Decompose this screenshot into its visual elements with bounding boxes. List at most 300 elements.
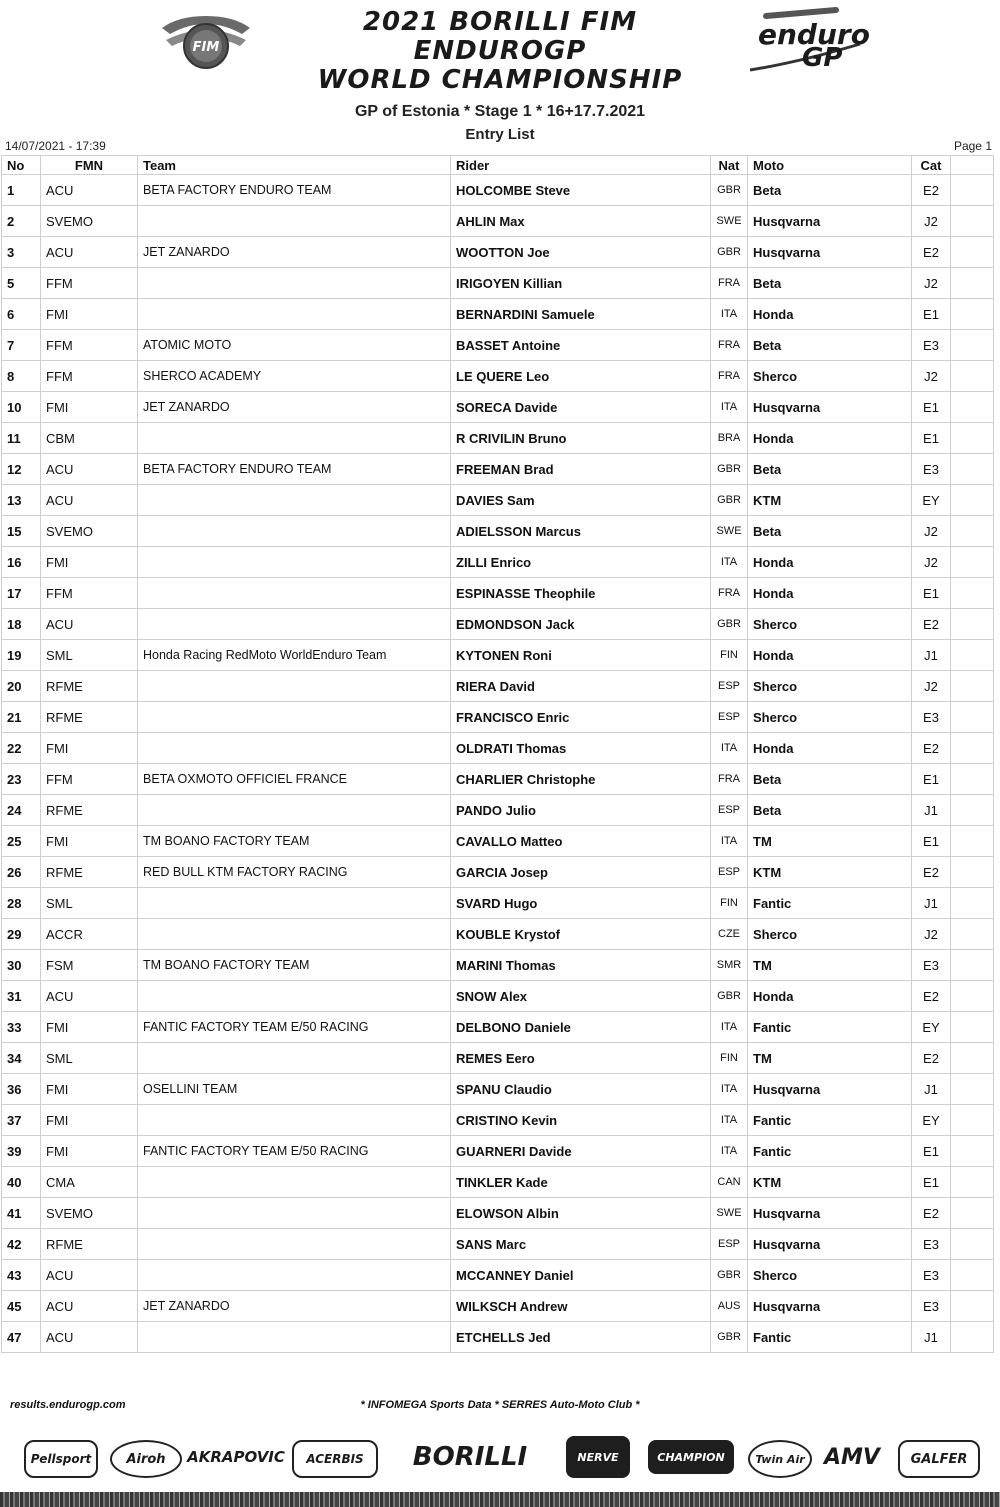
rider-number: 28 [2,888,41,919]
rider-fmn: RFME [41,671,138,702]
extra-cell [951,857,994,888]
rider-fmn: FMI [41,547,138,578]
rider-fmn: SVEMO [41,1198,138,1229]
rider-cat: J1 [912,888,951,919]
rider-moto: Honda [748,640,912,671]
rider-number: 16 [2,547,41,578]
sponsor-logo: Pellsport [24,1440,98,1478]
rider-number: 24 [2,795,41,826]
rider-nat: GBR [711,981,748,1012]
extra-cell [951,330,994,361]
rider-fmn: FMI [41,392,138,423]
rider-team [138,1260,451,1291]
rider-cat: J2 [912,919,951,950]
rider-number: 21 [2,702,41,733]
rider-cat: E2 [912,733,951,764]
rider-nat: ITA [711,547,748,578]
championship-title-line2: WORLD CHAMPIONSHIP [317,65,683,95]
rider-moto: Beta [748,268,912,299]
table-row [2,640,994,671]
extra-cell [951,578,994,609]
rider-moto: Husqvarna [748,237,912,268]
rider-nat: FRA [711,361,748,392]
rider-name: WOOTTON Joe [451,237,711,268]
rider-cat: J1 [912,1322,951,1353]
table-row [2,547,994,578]
rider-fmn: FSM [41,950,138,981]
rider-fmn: RFME [41,857,138,888]
bottom-decorative-band [0,1492,1000,1507]
rider-cat: E1 [912,826,951,857]
rider-team [138,1167,451,1198]
rider-team: FANTIC FACTORY TEAM E/50 RACING [138,1012,451,1043]
rider-name: FRANCISCO Enric [451,702,711,733]
rider-fmn: ACU [41,981,138,1012]
rider-number: 5 [2,268,41,299]
rider-nat: GBR [711,175,748,206]
rider-team [138,485,451,516]
rider-fmn: FMI [41,299,138,330]
rider-team [138,733,451,764]
rider-team [138,423,451,454]
sponsor-logo: BORILLI [412,1442,528,1472]
sponsor-logo: AMV [824,1444,880,1470]
extra-cell [951,547,994,578]
rider-name: ESPINASSE Theophile [451,578,711,609]
extra-cell [951,423,994,454]
rider-cat: E3 [912,950,951,981]
table-row [2,1198,994,1229]
rider-cat: J2 [912,516,951,547]
rider-fmn: ACU [41,237,138,268]
rider-name: RIERA David [451,671,711,702]
table-row [2,1012,994,1043]
rider-moto: Fantic [748,1136,912,1167]
rider-fmn: ACU [41,609,138,640]
rider-cat: E2 [912,1198,951,1229]
rider-cat: J1 [912,1074,951,1105]
rider-nat: FIN [711,1043,748,1074]
rider-name: SANS Marc [451,1229,711,1260]
rider-team: OSELLINI TEAM [138,1074,451,1105]
col-nat: Nat [711,156,748,175]
rider-nat: ITA [711,733,748,764]
extra-cell [951,919,994,950]
sponsor-logo: Twin Air [748,1440,812,1478]
table-row [2,764,994,795]
extra-cell [951,609,994,640]
rider-cat: EY [912,485,951,516]
rider-moto: TM [748,1043,912,1074]
rider-name: BASSET Antoine [451,330,711,361]
rider-name: REMES Eero [451,1043,711,1074]
endurogp-logo [740,4,870,78]
rider-team: RED BULL KTM FACTORY RACING [138,857,451,888]
rider-cat: J2 [912,361,951,392]
rider-cat: E2 [912,237,951,268]
sponsor-logo: ACERBIS [292,1440,378,1478]
rider-fmn: ACU [41,1291,138,1322]
rider-cat: E3 [912,454,951,485]
rider-moto: Sherco [748,919,912,950]
rider-name: ZILLI Enrico [451,547,711,578]
endurogp-logo-line2: GP [802,43,843,73]
rider-moto: Honda [748,578,912,609]
rider-number: 3 [2,237,41,268]
rider-team: SHERCO ACADEMY [138,361,451,392]
table-row [2,237,994,268]
rider-moto: TM [748,950,912,981]
extra-cell [951,795,994,826]
table-row [2,733,994,764]
extra-cell [951,516,994,547]
extra-cell [951,702,994,733]
rider-moto: Honda [748,547,912,578]
rider-name: KOUBLE Krystof [451,919,711,950]
rider-fmn: ACU [41,1260,138,1291]
extra-cell [951,392,994,423]
rider-moto: Husqvarna [748,392,912,423]
rider-moto: Husqvarna [748,1291,912,1322]
rider-name: LE QUERE Leo [451,361,711,392]
table-row [2,516,994,547]
rider-cat: J1 [912,640,951,671]
rider-name: CAVALLO Matteo [451,826,711,857]
table-row [2,950,994,981]
rider-cat: E3 [912,330,951,361]
entry-list-table [1,155,994,1353]
rider-team: TM BOANO FACTORY TEAM [138,826,451,857]
table-row [2,1291,994,1322]
rider-moto: Sherco [748,702,912,733]
rider-nat: SWE [711,516,748,547]
rider-fmn: CMA [41,1167,138,1198]
page-number: Page 1 [953,139,992,153]
rider-team: BETA FACTORY ENDURO TEAM [138,175,451,206]
rider-number: 40 [2,1167,41,1198]
rider-fmn: SVEMO [41,516,138,547]
rider-name: PANDO Julio [451,795,711,826]
rider-nat: FRA [711,330,748,361]
rider-fmn: FFM [41,361,138,392]
rider-number: 11 [2,423,41,454]
rider-nat: ESP [711,857,748,888]
rider-team [138,1105,451,1136]
table-row [2,1167,994,1198]
rider-name: GUARNERI Davide [451,1136,711,1167]
table-row [2,268,994,299]
rider-fmn: ACCR [41,919,138,950]
rider-nat: SMR [711,950,748,981]
rider-fmn: SML [41,640,138,671]
table-row [2,1322,994,1353]
rider-team [138,702,451,733]
rider-fmn: FMI [41,1105,138,1136]
extra-cell [951,1198,994,1229]
sponsor-logo: GALFER [898,1440,980,1478]
rider-number: 23 [2,764,41,795]
extra-cell [951,268,994,299]
rider-number: 6 [2,299,41,330]
col-cat: Cat [912,156,951,175]
rider-nat: GBR [711,485,748,516]
rider-name: GARCIA Josep [451,857,711,888]
rider-name: AHLIN Max [451,206,711,237]
rider-cat: E2 [912,981,951,1012]
rider-moto: Husqvarna [748,1074,912,1105]
rider-number: 31 [2,981,41,1012]
rider-moto: Honda [748,981,912,1012]
rider-cat: J1 [912,795,951,826]
rider-number: 1 [2,175,41,206]
extra-cell [951,826,994,857]
extra-cell [951,1291,994,1322]
rider-cat: J2 [912,547,951,578]
extra-cell [951,1229,994,1260]
rider-team: FANTIC FACTORY TEAM E/50 RACING [138,1136,451,1167]
rider-team [138,578,451,609]
table-row [2,330,994,361]
rider-nat: GBR [711,609,748,640]
rider-fmn: FMI [41,1074,138,1105]
rider-cat: E1 [912,299,951,330]
championship-title [290,8,710,95]
rider-team [138,547,451,578]
rider-moto: Beta [748,330,912,361]
rider-cat: E2 [912,175,951,206]
rider-nat: FRA [711,268,748,299]
rider-moto: Beta [748,454,912,485]
extra-cell [951,671,994,702]
rider-nat: ITA [711,1074,748,1105]
table-row [2,1074,994,1105]
rider-team [138,1198,451,1229]
rider-nat: FIN [711,888,748,919]
rider-nat: GBR [711,1260,748,1291]
table-row [2,454,994,485]
col-fmn: FMN [41,156,138,175]
extra-cell [951,454,994,485]
sponsor-bar [20,1430,985,1490]
rider-name: R CRIVILIN Bruno [451,423,711,454]
rider-name: SORECA Davide [451,392,711,423]
rider-name: DELBONO Daniele [451,1012,711,1043]
rider-nat: ESP [711,671,748,702]
col-rider: Rider [451,156,711,175]
rider-fmn: CBM [41,423,138,454]
rider-name: CRISTINO Kevin [451,1105,711,1136]
rider-moto: Fantic [748,1322,912,1353]
rider-name: KYTONEN Roni [451,640,711,671]
rider-fmn: FMI [41,826,138,857]
rider-name: ADIELSSON Marcus [451,516,711,547]
rider-team [138,1322,451,1353]
rider-moto: Sherco [748,361,912,392]
rider-moto: Honda [748,733,912,764]
rider-team [138,671,451,702]
rider-team [138,206,451,237]
extra-cell [951,1043,994,1074]
rider-moto: Fantic [748,888,912,919]
rider-team [138,609,451,640]
rider-nat: BRA [711,423,748,454]
rider-team [138,888,451,919]
rider-moto: Sherco [748,1260,912,1291]
col-extra [951,156,994,175]
rider-cat: J2 [912,671,951,702]
rider-moto: Sherco [748,671,912,702]
rider-number: 47 [2,1322,41,1353]
fim-logo-text: FIM [192,40,220,55]
extra-cell [951,299,994,330]
rider-number: 43 [2,1260,41,1291]
rider-number: 25 [2,826,41,857]
rider-moto: Beta [748,764,912,795]
rider-nat: GBR [711,1322,748,1353]
extra-cell [951,1167,994,1198]
rider-name: OLDRATI Thomas [451,733,711,764]
extra-cell [951,485,994,516]
rider-team [138,981,451,1012]
rider-number: 22 [2,733,41,764]
print-datetime: 14/07/2021 - 17:39 [5,139,106,153]
endurogp-logo-line1: enduro [758,18,870,51]
rider-nat: ESP [711,702,748,733]
table-row [2,423,994,454]
rider-moto: Husqvarna [748,206,912,237]
rider-fmn: FFM [41,764,138,795]
extra-cell [951,237,994,268]
table-row [2,1105,994,1136]
rider-number: 42 [2,1229,41,1260]
rider-team: JET ZANARDO [138,392,451,423]
rider-moto: Beta [748,175,912,206]
table-row [2,392,994,423]
rider-number: 12 [2,454,41,485]
rider-moto: Husqvarna [748,1229,912,1260]
rider-number: 45 [2,1291,41,1322]
table-row [2,206,994,237]
rider-nat: FRA [711,578,748,609]
extra-cell [951,981,994,1012]
table-row [2,702,994,733]
rider-cat: E1 [912,764,951,795]
table-row [2,671,994,702]
rider-cat: E1 [912,578,951,609]
rider-moto: KTM [748,857,912,888]
rider-name: SVARD Hugo [451,888,711,919]
table-row [2,299,994,330]
championship-title-line1: 2021 BORILLI FIM ENDUROGP [362,7,638,66]
rider-nat: ITA [711,1105,748,1136]
sponsor-logo: NERVE [566,1436,630,1478]
rider-number: 20 [2,671,41,702]
extra-cell [951,361,994,392]
extra-cell [951,640,994,671]
rider-name: EDMONDSON Jack [451,609,711,640]
rider-team [138,1043,451,1074]
rider-fmn: SML [41,888,138,919]
rider-fmn: ACU [41,485,138,516]
rider-team: JET ZANARDO [138,1291,451,1322]
rider-team [138,268,451,299]
rider-cat: E3 [912,702,951,733]
rider-team [138,795,451,826]
rider-name: TINKLER Kade [451,1167,711,1198]
rider-name: FREEMAN Brad [451,454,711,485]
extra-cell [951,1074,994,1105]
rider-nat: ITA [711,1012,748,1043]
rider-cat: E1 [912,392,951,423]
table-row [2,1260,994,1291]
col-team: Team [138,156,451,175]
rider-number: 33 [2,1012,41,1043]
rider-number: 18 [2,609,41,640]
table-row [2,609,994,640]
extra-cell [951,950,994,981]
results-url[interactable]: results.endurogp.com [10,1399,126,1411]
rider-number: 15 [2,516,41,547]
rider-number: 2 [2,206,41,237]
list-title: Entry List [465,126,535,143]
rider-number: 26 [2,857,41,888]
rider-number: 30 [2,950,41,981]
rider-nat: AUS [711,1291,748,1322]
rider-nat: ITA [711,826,748,857]
col-moto: Moto [748,156,912,175]
rider-nat: CZE [711,919,748,950]
extra-cell [951,1105,994,1136]
event-title: GP of Estonia * Stage 1 * 16+17.7.2021 [354,103,646,120]
rider-number: 36 [2,1074,41,1105]
rider-name: SPANU Claudio [451,1074,711,1105]
rider-team [138,299,451,330]
table-row [2,361,994,392]
rider-nat: FIN [711,640,748,671]
footer-credits: * INFOMEGA Sports Data * SERRES Auto-Moto Club * [360,1399,640,1411]
rider-cat: J2 [912,268,951,299]
rider-name: IRIGOYEN Killian [451,268,711,299]
rider-nat: ITA [711,392,748,423]
rider-moto: Husqvarna [748,1198,912,1229]
rider-moto: Honda [748,299,912,330]
rider-fmn: FFM [41,268,138,299]
extra-cell [951,1012,994,1043]
rider-moto: KTM [748,485,912,516]
rider-moto: KTM [748,1167,912,1198]
col-no: No [2,156,41,175]
rider-cat: E2 [912,857,951,888]
rider-moto: TM [748,826,912,857]
rider-name: DAVIES Sam [451,485,711,516]
rider-number: 13 [2,485,41,516]
rider-number: 41 [2,1198,41,1229]
rider-team: BETA OXMOTO OFFICIEL FRANCE [138,764,451,795]
rider-fmn: RFME [41,795,138,826]
extra-cell [951,733,994,764]
rider-cat: J2 [912,206,951,237]
rider-number: 29 [2,919,41,950]
rider-nat: ITA [711,299,748,330]
rider-name: WILKSCH Andrew [451,1291,711,1322]
rider-nat: CAN [711,1167,748,1198]
table-row [2,826,994,857]
extra-cell [951,888,994,919]
rider-number: 7 [2,330,41,361]
rider-nat: SWE [711,1198,748,1229]
rider-number: 19 [2,640,41,671]
rider-number: 10 [2,392,41,423]
